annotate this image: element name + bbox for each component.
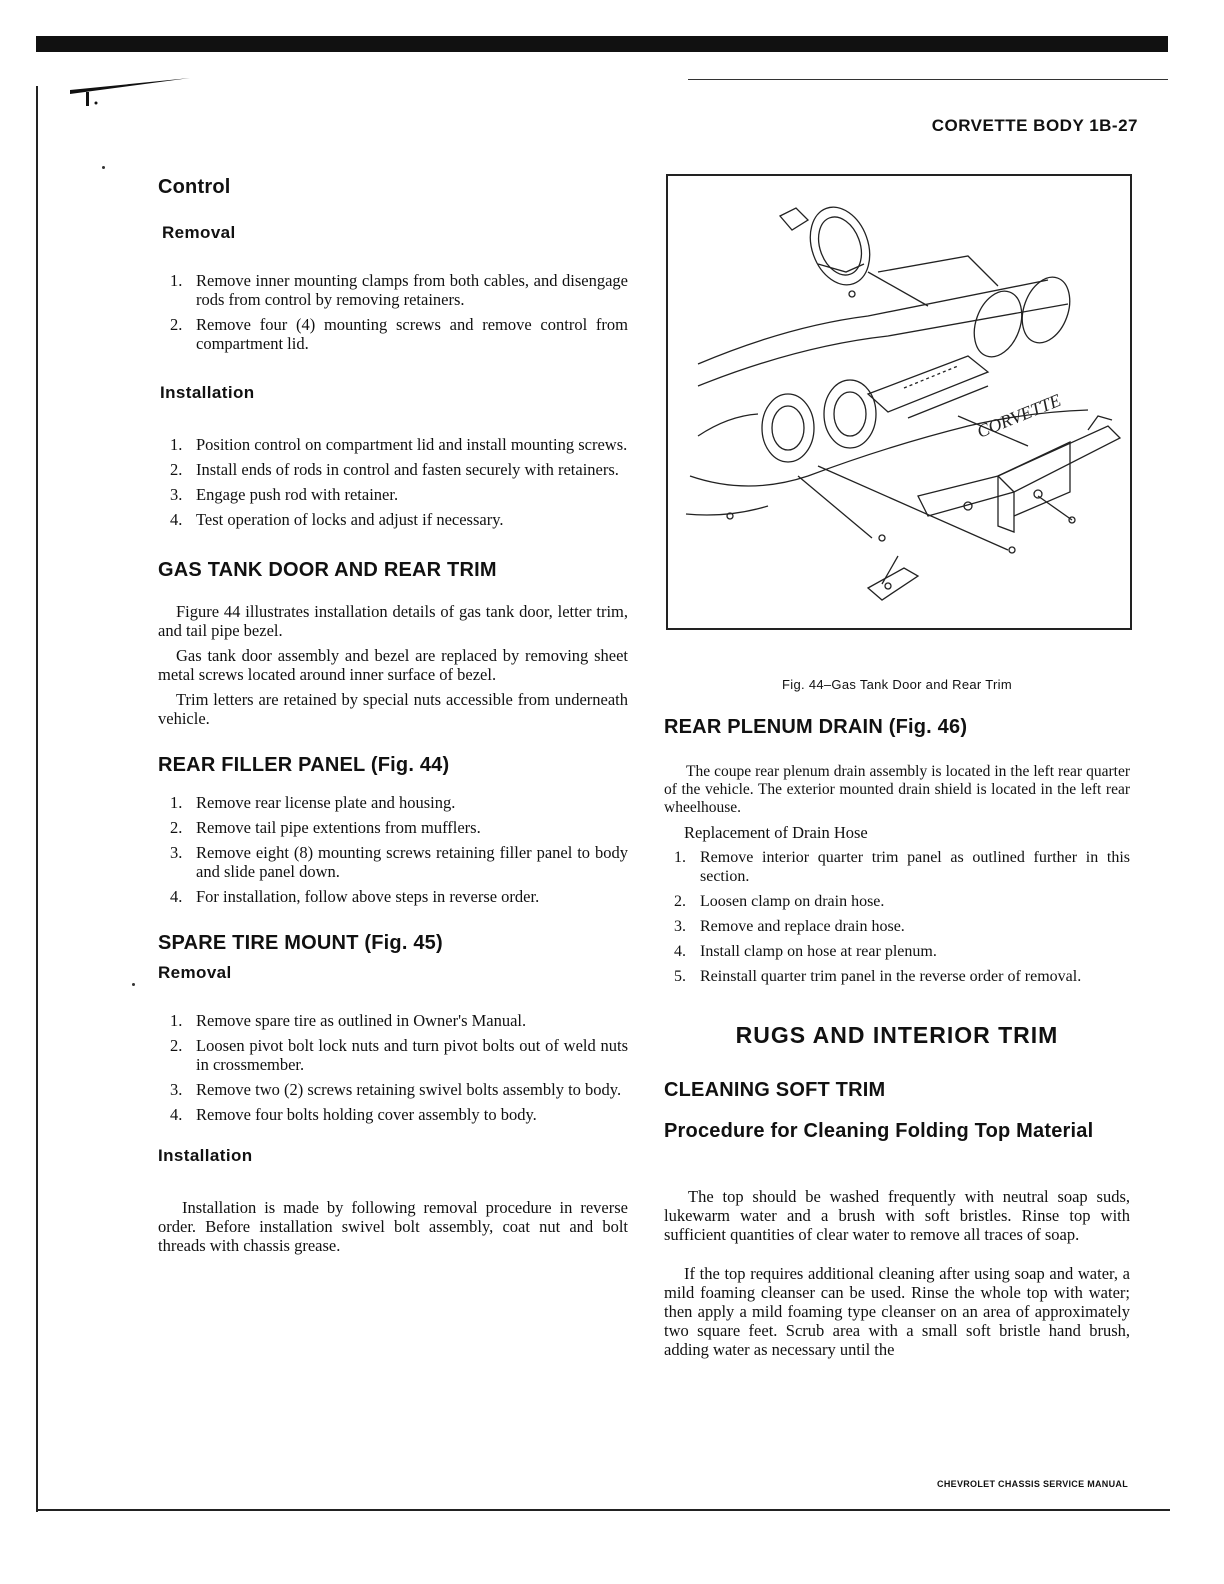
list-item: 4. Install clamp on hose at rear plenum. (674, 943, 937, 960)
control-removal-steps (158, 271, 628, 353)
right-column (664, 716, 1130, 1359)
list-item: 2. Loosen pivot bolt lock nuts and turn pivot bolts out of weld nuts in crossmember. (170, 1036, 628, 1074)
rugs-interior-trim-title: RUGS AND INTERIOR TRIM (735, 1022, 1059, 1048)
scan-speck (102, 166, 105, 169)
figure-44-illustration (666, 174, 1132, 630)
spare-tire-removal-steps (158, 1011, 628, 1124)
control-installation-steps (158, 435, 628, 529)
paragraph: Figure 44 illustrates installation details of gas tank door, letter trim, and tail pipe bezel. (158, 602, 628, 640)
top-black-bar (36, 36, 1168, 52)
cleaning-soft-trim-title: CLEANING SOFT TRIM (664, 1079, 886, 1101)
list-item: 1. Position control on compartment lid and install mounting screws. (170, 435, 628, 454)
folding-top-procedure-title: Procedure for Cleaning Folding Top Material (664, 1120, 1094, 1142)
list-item: 2. Install ends of rods in control and fasten securely with retainers. (170, 460, 619, 479)
list-item: 1. Remove rear license plate and housing. (170, 793, 456, 812)
page-footer: CHEVROLET CHASSIS SERVICE MANUAL (937, 1479, 1128, 1489)
list-item: 2. Remove tail pipe extentions from mufflers. (170, 818, 481, 837)
control-removal-title: Removal (162, 223, 236, 242)
page-header: CORVETTE BODY 1B-27 (931, 116, 1138, 135)
corvette-emblem: CORVETTE (974, 389, 1064, 442)
header-rule (688, 79, 1168, 80)
list-item: 1. Remove interior quarter trim panel as outlined further in this section. (674, 849, 1130, 885)
list-item: 2. Loosen clamp on drain hose. (674, 893, 885, 910)
drain-hose-steps (664, 848, 1130, 986)
left-column (158, 172, 628, 1255)
left-margin-rule (36, 86, 38, 1512)
paragraph: The top should be washed frequently with neutral soap suds, lukewarm water and a brush with soft bristles. Rinse top with sufficient quantities of clear water to remove all traces of soap. (664, 1187, 1130, 1244)
control-title: Control (158, 176, 231, 198)
paragraph: Gas tank door assembly and bezel are replaced by removing sheet metal screws located around inner surface of bezel. (158, 646, 628, 684)
control-installation-title: Installation (160, 383, 255, 402)
gas-tank-body (158, 602, 628, 728)
list-item: 3. Remove eight (8) mounting screws retaining filler panel to body and slide panel down. (170, 843, 628, 881)
gas-tank-door-drawing (668, 176, 1130, 628)
spare-tire-installation-text: Installation is made by following removal procedure in reverse order. Before installation swivel bolt assembly, coat nut and bolt threads with chassis grease. (158, 1198, 628, 1255)
gas-tank-title: GAS TANK DOOR AND REAR TRIM (158, 559, 497, 581)
list-item: 4. Remove four bolts holding cover assembly to body. (170, 1105, 537, 1124)
list-item: 1. Remove inner mounting clamps from both cables, and disengage rods from control by removing retainers. (170, 271, 628, 309)
paragraph: Trim letters are retained by special nuts accessible from underneath vehicle. (158, 690, 628, 728)
list-item: 3. Engage push rod with retainer. (170, 485, 399, 504)
rear-plenum-title: REAR PLENUM DRAIN (Fig. 46) (664, 716, 968, 738)
list-item: 3. Remove two (2) screws retaining swivel bolts assembly to body. (170, 1080, 622, 1099)
spare-tire-title: SPARE TIRE MOUNT (Fig. 45) (158, 932, 443, 954)
rear-filler-title: REAR FILLER PANEL (Fig. 44) (158, 754, 450, 776)
paragraph: If the top requires additional cleaning after using soap and water, a mild foaming cleanser can be used. Rinse the whole top with water; then apply a mild foaming type cleanser on an area of approximately two square feet. Scrub area with a small soft bristle hand brush, adding water as necessary until the (664, 1264, 1130, 1359)
spare-tire-installation-title: Installation (158, 1146, 253, 1165)
bottom-margin-rule (36, 1509, 1170, 1511)
corner-scan-mark (60, 70, 200, 110)
list-item: 2. Remove four (4) mounting screws and remove control from compartment lid. (170, 315, 628, 353)
figure-caption: Fig. 44–Gas Tank Door and Rear Trim (782, 677, 1012, 692)
drain-hose-label: Replacement of Drain Hose (684, 823, 868, 842)
list-item: 4. Test operation of locks and adjust if necessary. (170, 510, 504, 529)
rear-plenum-intro: The coupe rear plenum drain assembly is located in the left rear quarter of the vehicle. The exterior mounted drain shield is located in the left rear wheelhouse. (664, 763, 1130, 816)
spare-tire-removal-title: Removal (158, 963, 232, 982)
scan-speck (132, 983, 135, 986)
rear-filler-steps (158, 793, 628, 906)
list-item: 1. Remove spare tire as outlined in Owner's Manual. (170, 1011, 527, 1030)
list-item: 3. Remove and replace drain hose. (674, 918, 905, 935)
list-item: 4. For installation, follow above steps in reverse order. (170, 887, 540, 906)
list-item: 5. Reinstall quarter trim panel in the reverse order of removal. (674, 968, 1082, 985)
